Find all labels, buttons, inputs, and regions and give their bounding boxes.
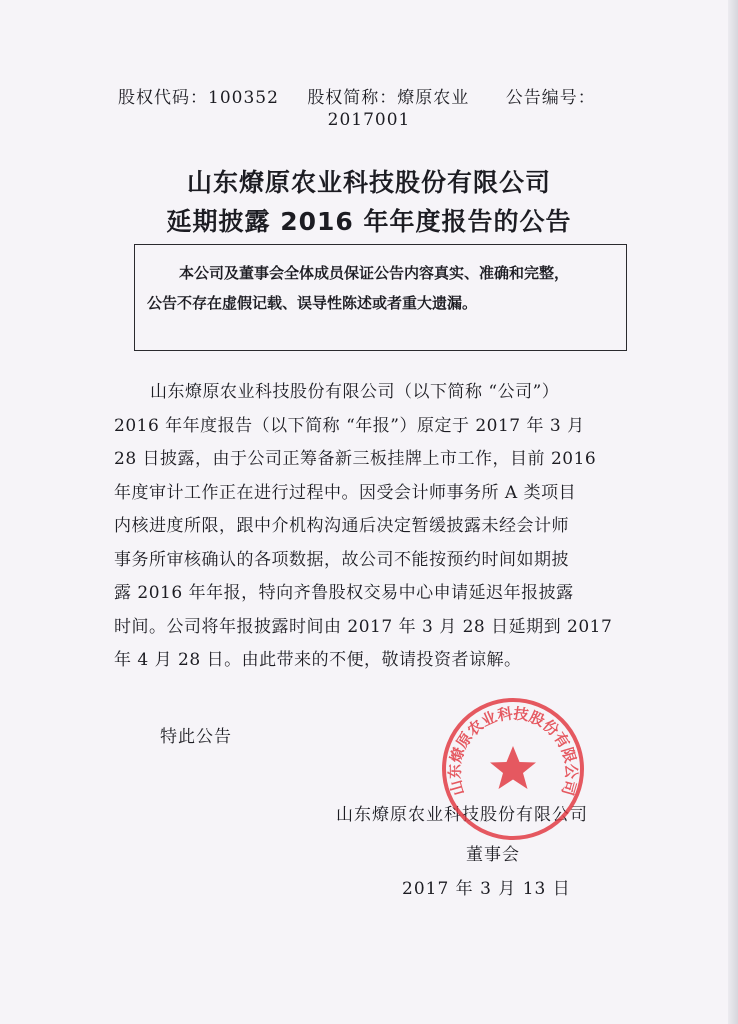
announcement-header <box>118 86 638 110</box>
closing-remark: 特此公告 <box>160 727 232 747</box>
title-company: 山东燎原农业科技股份有限公司 <box>186 168 551 197</box>
stock-abbreviation: 股权简称：燎原农业 <box>307 88 470 108</box>
body-line: 年度审计工作正在进行过程中。因受会计师事务所 A 类项目 <box>114 482 577 503</box>
announcement-body <box>114 376 614 678</box>
seal-text: 山东燎原农业科技股份有限公司 <box>445 704 581 798</box>
body-line: 露 2016 年年报，特向齐鲁股权交易中心申请延迟年报披露 <box>114 583 574 603</box>
body-line: 2016 年年度报告（以下简称 “年报”）原定于 2017 年 3 月 <box>114 415 585 436</box>
body-line: 时间。公司将年报披露时间由 2017 年 3 月 28 日延期到 2017 <box>114 616 613 637</box>
announcement-number: 2017001 <box>327 110 411 130</box>
body-line: 内核进度所限，跟中介机构沟通后决定暂缓披露未经会计师 <box>114 516 569 536</box>
body-line: 事务所审核确认的各项数据，故公司不能按预约时间如期披 <box>114 549 569 570</box>
announcement-number-label: 公告编号： <box>505 88 596 108</box>
stock-code: 股权代码：100352 <box>118 88 279 108</box>
signature-date: 2017 年 3 月 13 日 <box>402 879 571 899</box>
signature-board: 董事会 <box>466 845 520 865</box>
disclaimer-line: 公告不存在虚假记载、误导性陈述或者重大遗漏。 <box>147 294 478 312</box>
body-line: 山东燎原农业科技股份有限公司（以下简称 “公司”） <box>150 382 560 402</box>
body-line: 28 日披露，由于公司正筹备新三板挂牌上市工作，目前 2016 <box>114 449 597 469</box>
company-seal <box>438 694 588 844</box>
body-line: 年 4 月 28 日。由此带来的不便，敬请投资者谅解。 <box>114 650 522 670</box>
disclaimer-line: 本公司及董事会全体成员保证公告内容真实、准确和完整， <box>179 264 570 282</box>
scan-edge <box>728 0 738 1024</box>
disclaimer-box <box>134 244 627 351</box>
star-icon <box>490 746 536 789</box>
title-subject: 延期披露 2016 年年度报告的公告 <box>166 207 572 236</box>
signature-company: 山东燎原农业科技股份有限公司 <box>336 805 588 825</box>
